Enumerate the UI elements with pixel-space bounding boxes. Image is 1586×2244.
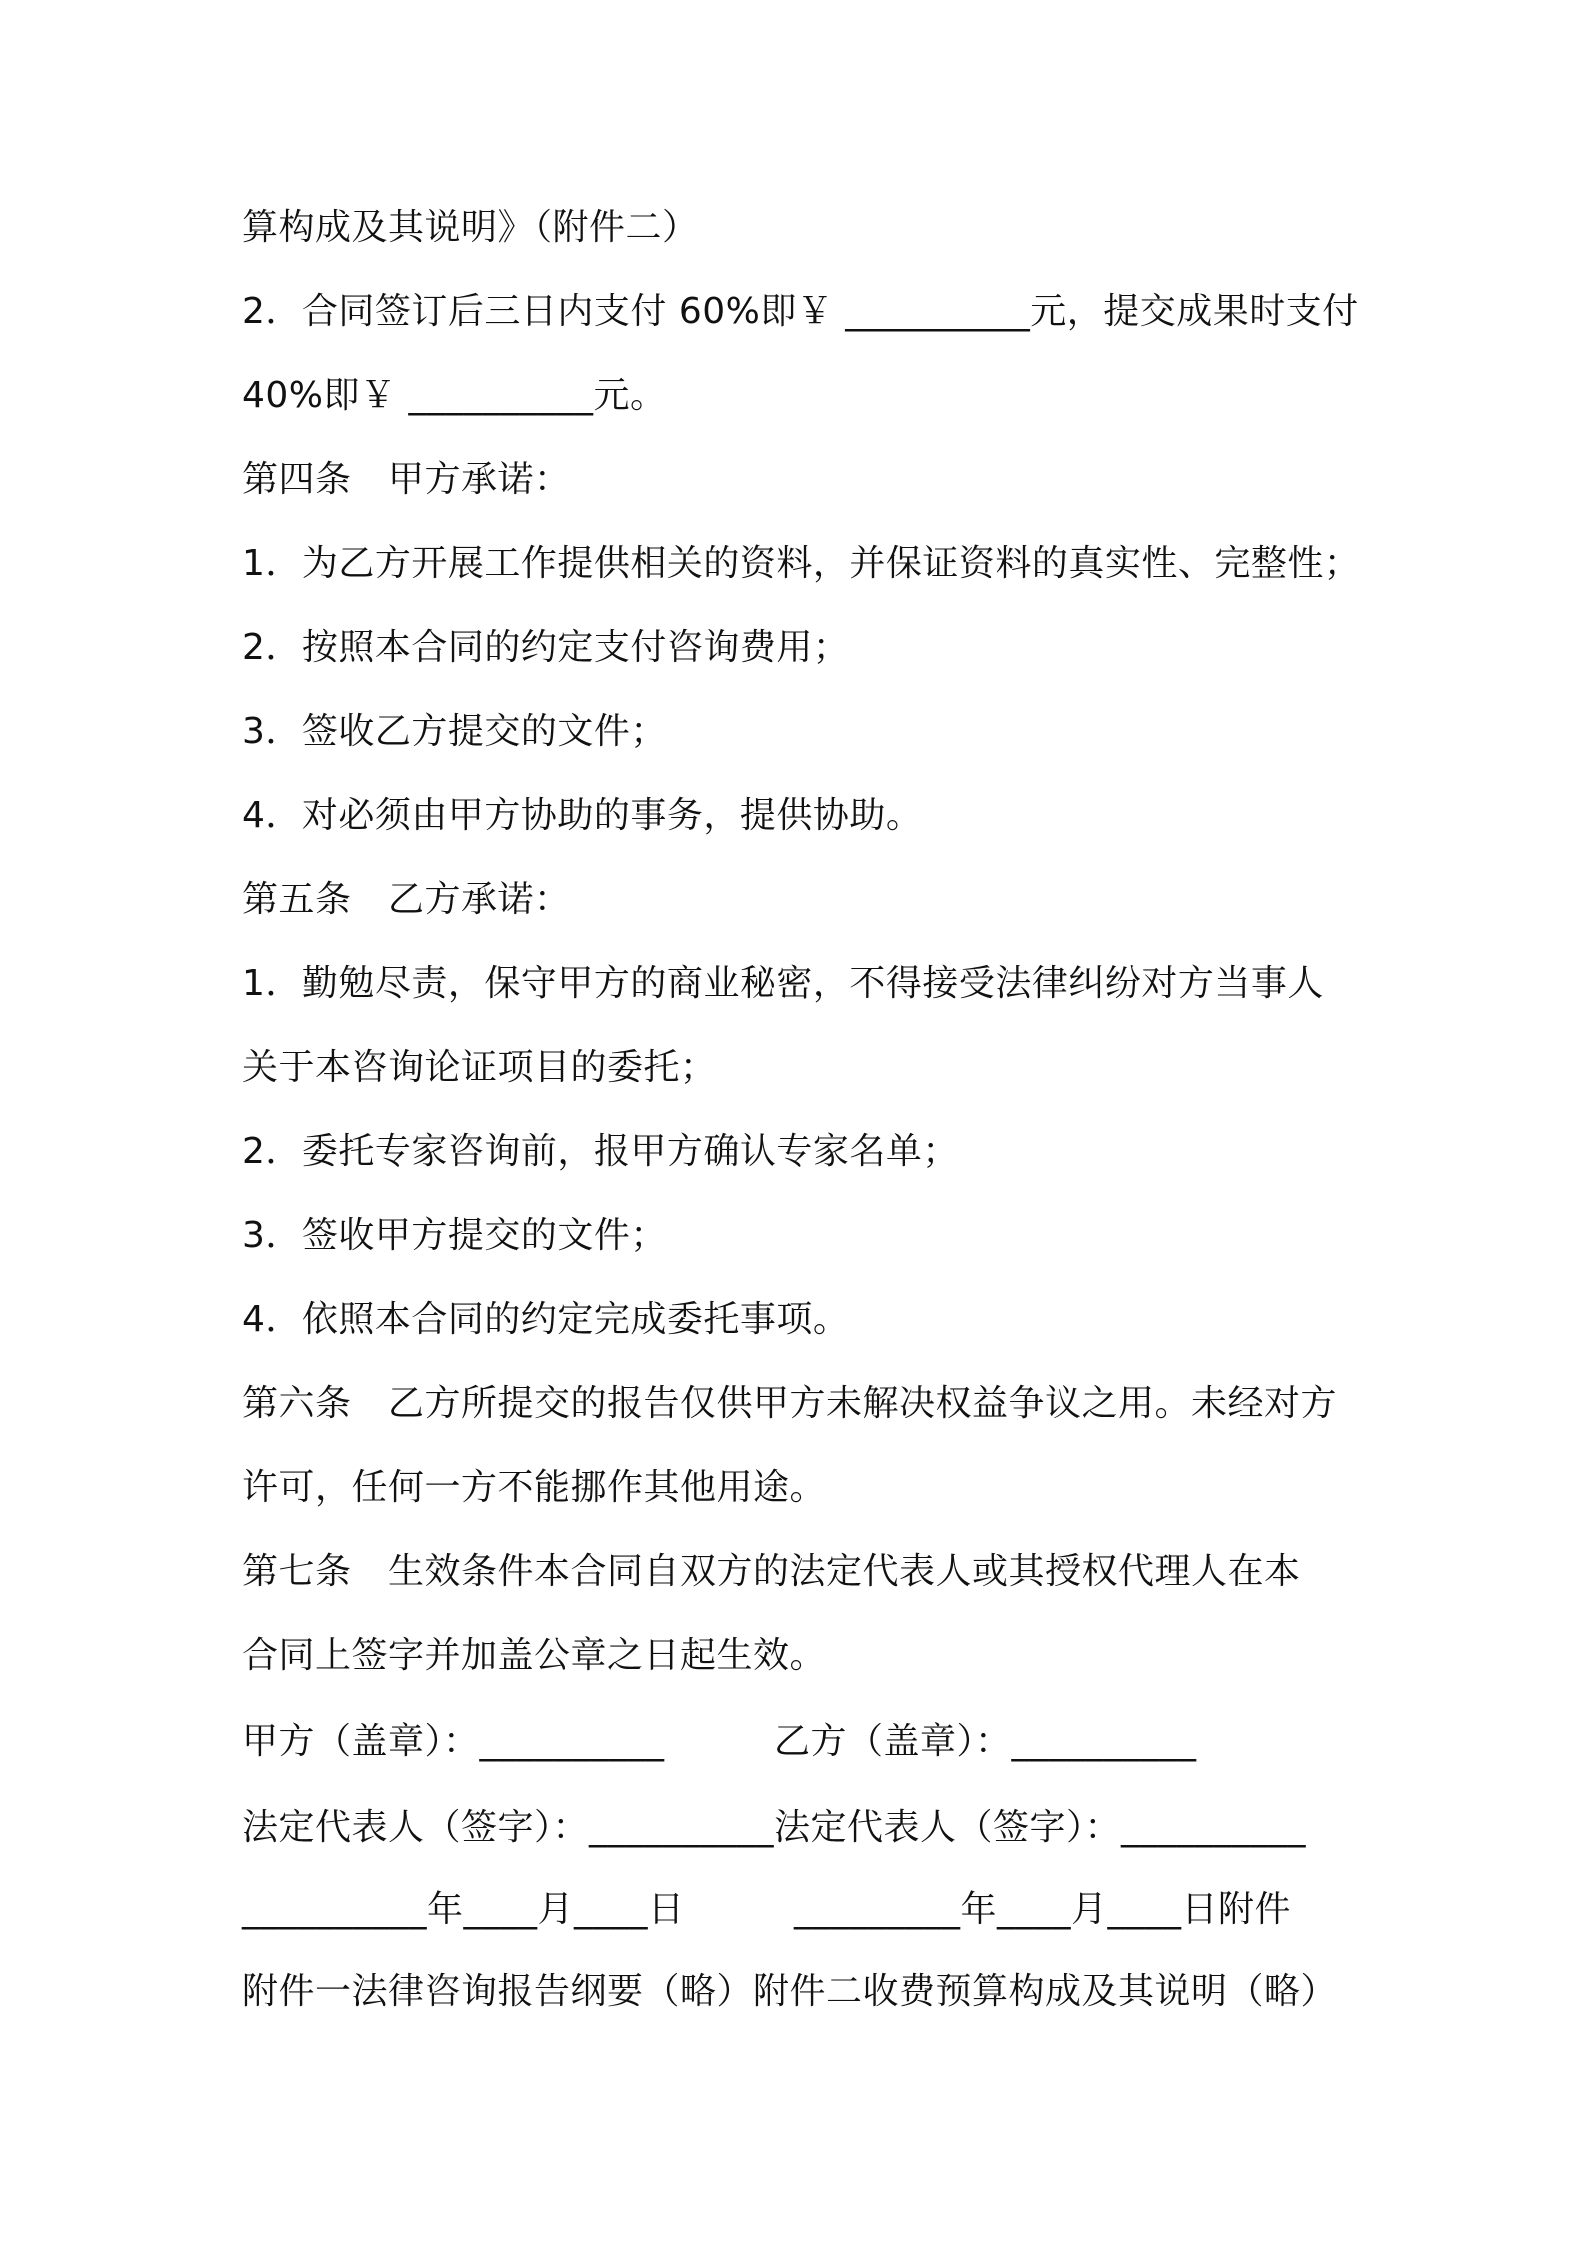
text-line: 2．合同签订后三日内支付 60%即￥ __________元，提交成果时支付 [242,291,1359,332]
text-line: 4．依照本合同的约定完成委托事项。 [242,1299,850,1340]
text-line: 3．签收甲方提交的文件； [242,1215,667,1256]
article-heading: 第六条 乙方所提交的报告仅供甲方未解决权益争议之用。未经对方 [242,1383,1338,1424]
text-line: 算构成及其说明》（附件二） [242,207,699,248]
date-line: __________年____月____日 _________年____月____日附件 [242,1889,1292,1930]
text-line: 4．对必须由甲方协助的事务，提供协助。 [242,795,923,836]
text-line: 关于本咨询论证项目的委托； [242,1047,717,1088]
text-line: 许可，任何一方不能挪作其他用途。 [242,1467,827,1508]
text-line: 2．按照本合同的约定支付咨询费用； [242,627,850,668]
signature-line: 甲方（盖章）：__________ 乙方（盖章）：__________ [242,1721,1197,1762]
text-line: 40%即￥ __________元。 [242,375,667,416]
text-line: 2．委托专家咨询前，报甲方确认专家名单； [242,1131,959,1172]
text-line: 1．勤勉尽责，保守甲方的商业秘密，不得接受法律纠纷对方当事人 [242,963,1324,1004]
article-heading: 第四条 甲方承诺： [242,459,571,500]
signature-line: 法定代表人（签字）：__________法定代表人（签字）：__________ [242,1807,1307,1848]
attachment-line: 附件一法律咨询报告纲要（略）附件二收费预算构成及其说明（略） [242,1971,1338,2012]
text-line: 3．签收乙方提交的文件； [242,711,667,752]
text-line: 合同上签字并加盖公章之日起生效。 [242,1635,827,1676]
article-heading: 第七条 生效条件本合同自双方的法定代表人或其授权代理人在本 [242,1551,1301,1592]
article-heading: 第五条 乙方承诺： [242,879,571,920]
text-line: 1．为乙方开展工作提供相关的资料，并保证资料的真实性、完整性； [242,543,1361,584]
